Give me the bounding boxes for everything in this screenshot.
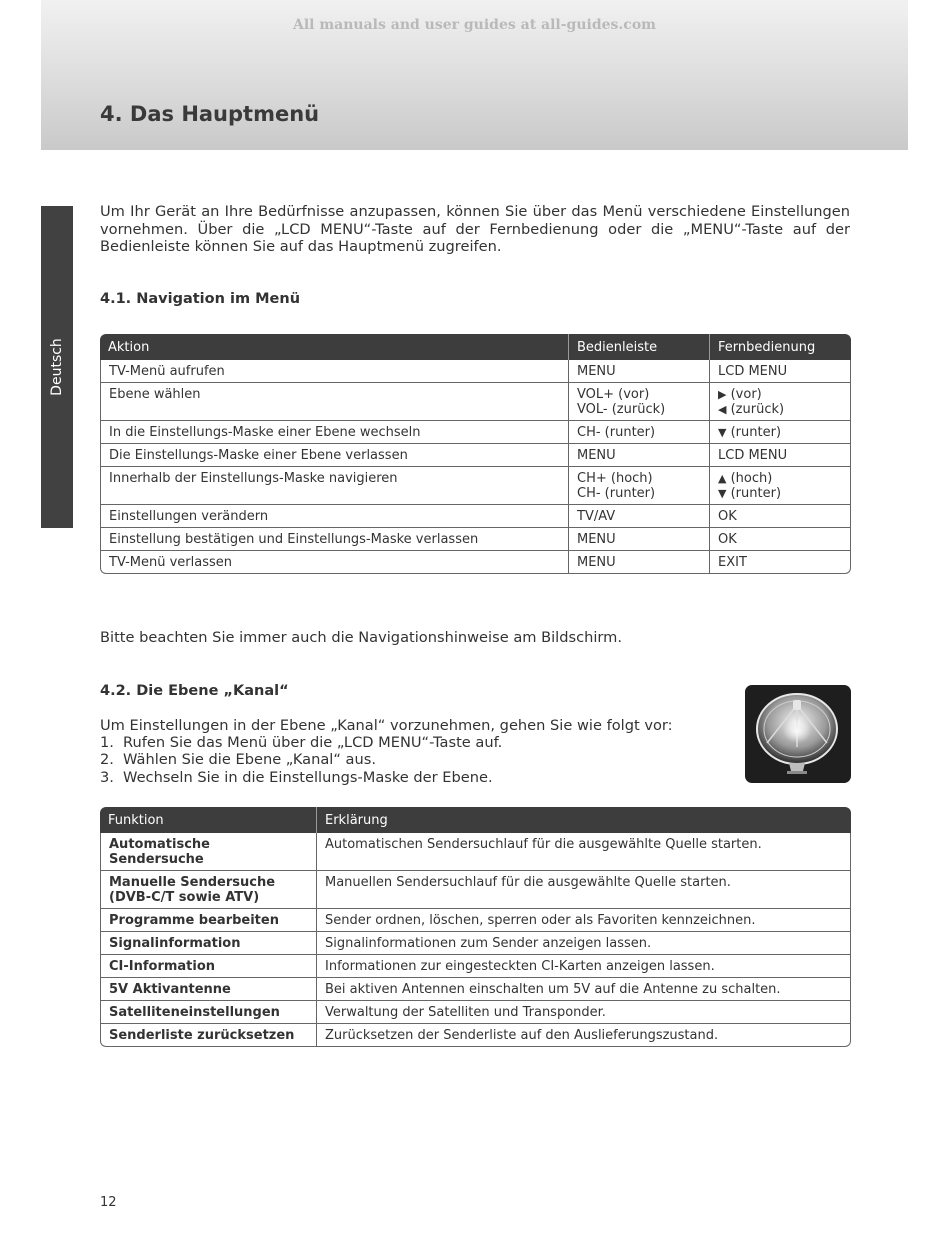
table-header-row: [100, 334, 851, 360]
action-cell: Innerhalb der Einstellungs-Maske navigieren: [100, 467, 568, 505]
description-cell: Manuellen Sendersuchlauf für die ausgewählte Quelle starten.: [316, 871, 851, 909]
step-number: 3.: [100, 768, 114, 786]
panel-key-text: CH- (runter): [577, 425, 656, 440]
navigation-table: [100, 334, 851, 574]
table-row: [100, 932, 851, 955]
description-cell: Zurücksetzen der Senderliste auf den Auslieferungszustand.: [316, 1024, 851, 1047]
section-heading-kanal: 4.2. Die Ebene „Kanal“: [100, 683, 289, 699]
remote-key: [718, 471, 842, 486]
table-row: [100, 528, 851, 551]
function-name: Manuelle Sendersuche: [109, 875, 276, 890]
step-number: 2.: [100, 751, 114, 769]
remote-cell: [709, 551, 851, 574]
column-header: Fernbedienung: [709, 334, 851, 360]
function-cell: [100, 978, 316, 1001]
table-row: [100, 383, 851, 421]
table-row: [100, 955, 851, 978]
function-name: 5V Aktivantenne: [109, 982, 231, 997]
remote-cell: [709, 444, 851, 467]
satellite-dish-icon: [745, 685, 851, 783]
action-cell: In die Einstellungs-Maske einer Ebene wechseln: [100, 421, 568, 444]
steps-block: [100, 717, 673, 786]
description-cell: Sender ordnen, löschen, sperren oder als Favoriten kennzeichnen.: [316, 909, 851, 932]
function-cell: [100, 833, 316, 871]
column-header: Funktion: [100, 807, 316, 833]
remote-key: [718, 402, 842, 417]
description-cell: Informationen zur eingesteckten CI-Karten anzeigen lassen.: [316, 955, 851, 978]
panel-key-text: CH- (runter): [577, 486, 656, 501]
remote-key: [718, 532, 842, 547]
description-cell: Signalinformationen zum Sender anzeigen lassen.: [316, 932, 851, 955]
remote-key: [718, 486, 842, 501]
column-header: Bedienleiste: [568, 334, 709, 360]
remote-cell: [709, 467, 851, 505]
function-name: Senderliste zurücksetzen: [109, 1028, 295, 1043]
function-cell: [100, 1001, 316, 1024]
remote-key-text: LCD MENU: [718, 364, 788, 379]
function-name: (DVB-C/T sowie ATV): [109, 890, 260, 905]
remote-key-text: LCD MENU: [718, 448, 788, 463]
step-item: [100, 769, 673, 786]
panel-key-text: MENU: [577, 532, 616, 547]
language-side-tab: [41, 206, 73, 528]
intro-paragraph: Um Ihr Gerät an Ihre Bedürfnisse anzupassen, können Sie über das Menü verschiedene Einstellungen vornehmen. Über die „LCD MENU“-Taste auf der Fernbedienung oder die „MENU“-Taste auf der Bedienleiste können Sie auf das Hauptmenü zugreifen.: [100, 203, 850, 255]
remote-cell: [709, 528, 851, 551]
step-item: [100, 734, 673, 751]
arrow-up-icon: ▲: [718, 472, 727, 485]
remote-key-text: (runter): [730, 425, 782, 440]
remote-key: [718, 555, 842, 570]
table-row: [100, 1024, 851, 1047]
remote-key-text: OK: [718, 532, 737, 547]
remote-cell: [709, 505, 851, 528]
panel-cell: [568, 505, 709, 528]
remote-key-text: (zurück): [730, 402, 785, 417]
table-row: [100, 467, 851, 505]
panel-cell: [568, 528, 709, 551]
step-text: Wechseln Sie in die Einstellungs-Maske der Ebene.: [123, 768, 493, 786]
function-cell: [100, 932, 316, 955]
table-header-row: [100, 807, 851, 833]
step-text: Wählen Sie die Ebene „Kanal“ aus.: [123, 751, 376, 769]
table-row: [100, 909, 851, 932]
panel-key-text: VOL- (zurück): [577, 402, 666, 417]
panel-key-text: TV/AV: [577, 509, 616, 524]
step-text: Rufen Sie das Menü über die „LCD MENU“-Taste auf.: [123, 734, 503, 752]
action-cell: Die Einstellungs-Maske einer Ebene verlassen: [100, 444, 568, 467]
table-row: [100, 978, 851, 1001]
panel-key-text: CH+ (hoch): [577, 471, 653, 486]
remote-key-text: (hoch): [730, 471, 773, 486]
panel-cell: [568, 421, 709, 444]
action-cell: TV-Menü verlassen: [100, 551, 568, 574]
description-cell: Bei aktiven Antennen einschalten um 5V auf die Antenne zu schalten.: [316, 978, 851, 1001]
action-cell: TV-Menü aufrufen: [100, 360, 568, 383]
table-row: [100, 871, 851, 909]
panel-cell: [568, 360, 709, 383]
action-cell: Ebene wählen: [100, 383, 568, 421]
panel-cell: [568, 444, 709, 467]
steps-list: [100, 734, 673, 786]
remote-key-text: EXIT: [718, 555, 747, 570]
column-header: Erklärung: [316, 807, 851, 833]
watermark: All manuals and user guides at all-guides.com: [293, 17, 656, 33]
panel-cell: [568, 383, 709, 421]
remote-key: [718, 425, 842, 440]
table-row: [100, 444, 851, 467]
column-header: Aktion: [100, 334, 568, 360]
remote-key: [718, 364, 842, 379]
remote-key-text: (runter): [730, 486, 782, 501]
language-label: Deutsch: [49, 338, 65, 396]
section-heading-navigation: 4.1. Navigation im Menü: [100, 291, 301, 307]
remote-key-text: OK: [718, 509, 737, 524]
arrow-down-icon: ▼: [718, 426, 727, 439]
table-row: [100, 421, 851, 444]
action-cell: Einstellungen verändern: [100, 505, 568, 528]
remote-key-text: (vor): [730, 387, 762, 402]
function-cell: [100, 909, 316, 932]
function-name: Signalinformation: [109, 936, 241, 951]
function-name: Programme bearbeiten: [109, 913, 279, 928]
action-cell: Einstellung bestätigen und Einstellungs-Maske verlassen: [100, 528, 568, 551]
table-row: [100, 360, 851, 383]
remote-key: [718, 509, 842, 524]
panel-cell: [568, 551, 709, 574]
remote-cell: [709, 421, 851, 444]
remote-key: [718, 387, 842, 402]
arrow-down-icon: ▼: [718, 487, 727, 500]
remote-cell: [709, 360, 851, 383]
page-number: 12: [100, 1195, 117, 1210]
table-row: [100, 1001, 851, 1024]
table-row: [100, 551, 851, 574]
panel-key-text: VOL+ (vor): [577, 387, 650, 402]
function-name: Satelliteneinstellungen: [109, 1005, 280, 1020]
panel-cell: [568, 467, 709, 505]
header-band: [41, 0, 908, 150]
chapter-title: 4. Das Hauptmenü: [100, 102, 320, 126]
description-cell: Verwaltung der Satelliten und Transponder.: [316, 1001, 851, 1024]
remote-cell: [709, 383, 851, 421]
arrow-right-icon: ▶: [718, 388, 727, 401]
step-number: 1.: [100, 734, 114, 752]
step-item: [100, 751, 673, 768]
function-cell: [100, 955, 316, 978]
table-row: [100, 505, 851, 528]
remote-key: [718, 448, 842, 463]
panel-key-text: MENU: [577, 555, 616, 570]
panel-key-text: MENU: [577, 364, 616, 379]
function-cell: [100, 1024, 316, 1047]
table-row: [100, 833, 851, 871]
kanal-functions-table: [100, 807, 851, 1047]
function-cell: [100, 871, 316, 909]
function-name: Automatische Sendersuche: [109, 837, 210, 867]
navigation-note: Bitte beachten Sie immer auch die Navigationshinweise am Bildschirm.: [100, 629, 623, 646]
function-name: CI-Information: [109, 959, 216, 974]
arrow-left-icon: ◀: [718, 403, 727, 416]
steps-lead: Um Einstellungen in der Ebene „Kanal“ vorzunehmen, gehen Sie wie folgt vor:: [100, 717, 673, 734]
description-cell: Automatischen Sendersuchlauf für die ausgewählte Quelle starten.: [316, 833, 851, 871]
panel-key-text: MENU: [577, 448, 616, 463]
